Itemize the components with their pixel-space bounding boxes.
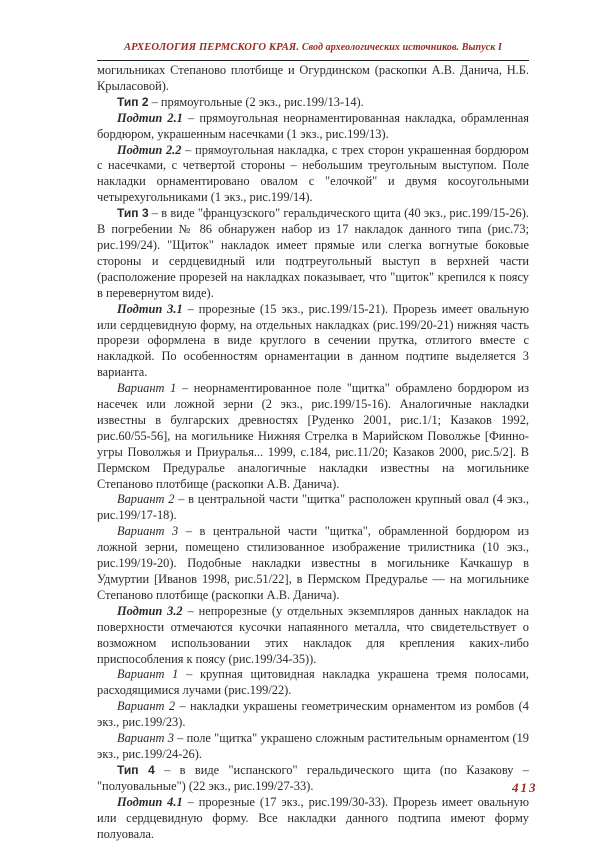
paragraph-text: – накладки украшены геометрическим орнаментом из ромбов (4 экз., рис.199/23). [97,699,529,730]
paragraph [97,604,529,668]
paragraph-text: – крупная щитовидная накладка украшена тремя полосами, расходящимися лучами (рис.199/22). [97,667,529,698]
paragraph-text: – неорнаментированное поле "щитка" обрамлено бордюром из насечек или ложной зерни (2 экз., рис.199/15-16). Аналогичные накладки известны в булгарских древностях [Руденко 2001, рис.1/1; Казаков 1992, рис.60/55-56], на могильнике Нижняя Стрелка в Марийском Поволжье [Финно-угры Поволжья и Приуралья... 1999, с.184, рис.11/20; Казаков 2000, рис.5/2]. В Пермском Предуралье аналогичные накладки известны на могильнике Степаново плотбище (раскопки А.В. Данича). [97,381,529,491]
paragraph-text: – прямоугольные (2 экз., рис.199/13-14). [148,94,364,109]
paragraph [97,731,529,763]
paragraph-lead: Вариант 3 [117,524,179,539]
paragraph [97,95,529,111]
paragraph-lead: Тип 4 [117,762,155,777]
paragraph [97,206,529,301]
paragraph [97,795,529,843]
paragraph-lead: Подтип 3.1 [117,301,183,316]
paragraph-text: – в центральной части "щитка", обрамленной бордюром из ложной зерни, помещено стилизованное изображение трилистника (10 экз., рис.199/19-20). Подобные накладки известны в могильнике Качкашур в Удмуртии [Иванов 1998, рис.51/22], в Пермском Предуралье — на могильнике Степаново плотбище (раскопки А.В. Данича). [97,524,529,602]
paragraph-lead: Вариант 1 [117,667,179,682]
paragraph-lead: Вариант 1 [117,381,177,396]
paragraph-lead: Вариант 2 [117,699,176,714]
paragraph-text: – в центральной части "щитка" расположен крупный овал (4 экз., рис.199/17-18). [97,492,529,523]
paragraph-lead: Подтип 3.2 [117,603,183,618]
paragraph-lead: Тип 3 [117,206,149,221]
paragraph-lead: Подтип 2.2 [117,142,182,157]
header-divider [97,60,529,61]
running-header-subtitle: Свод археологических источников. Выпуск I [301,42,503,53]
paragraph-lead: Вариант 3 [117,731,174,746]
paragraph-text: – в виде "испанского" геральдического щита (по Казакову – "полуовальные") (22 экз., рис.199/27-33). [97,762,529,793]
paragraph [97,492,529,524]
paragraph-text: – в виде "французского" геральдического щита (40 экз., рис.199/15-26). В погребении № 86 обнаружен набор из 17 накладок данного типа (рис.73; рис.199/24). "Щиток" накладок имеет прямые или слегка вогнутые боковые стороны и сердцевидный или подтреугольный выступ в верхней части (расположение прорезей на накладках показывает, что "щиток" крепился к поясу в перевернутом виде). [97,206,529,300]
paragraph-lead: Тип 2 [117,94,149,109]
paragraph-lead: Вариант 2 [117,492,175,507]
paragraph-text: – прямоугольная накладка, с трех сторон украшенная бордюром с насечками, с четвертой стороны – небольшим треугольным выступом. Поле накладки орнаментировано овалом с "елочкой" и двумя косоугольными четырехугольниками (1 экз., рис.199/14). [97,142,529,205]
running-header-title: АРХЕОЛОГИЯ ПЕРМСКОГО КРАЯ. [123,42,300,53]
paragraph [97,111,529,143]
paragraph [97,302,529,382]
paragraph-text: – поле "щитка" украшено сложным растительным орнаментом (19 экз., рис.199/24-26). [97,731,529,761]
paragraph [97,524,529,604]
paragraph-text: могильниках Степаново плотбище и Огурдинском (раскопки А.В. Данича, Н.Б. Крыласовой). [97,63,529,93]
paragraph-text: – прорезные (17 экз., рис.199/30-33). Прорезь имеет овальную или сердцевидную форму. Все накладки данного подтипа имеют форму полуовала. [97,794,529,841]
paragraph [97,699,529,731]
paragraph-text: – прорезные (15 экз., рис.199/15-21). Прорезь имеет овальную или сердцевидную форму, на отдельных накладках (рис.199/20-21) нижняя часть прорези оформлена в виде круглого в сечении прутка, отлитого вместе с накладкой. По особенностям орнаментации в данном подтипе выделяется 3 варианта. [97,301,529,380]
paragraph [97,143,529,207]
paragraph [97,381,529,492]
paragraph [97,667,529,699]
paragraph-lead: Подтип 2.1 [117,110,183,125]
paragraph-lead: Подтип 4.1 [117,794,183,809]
paragraph-text: – прямоугольная неорнаментированная накладка, обрамленная бордюром, украшенным насечками (1 экз., рис.199/13). [97,110,529,141]
page-number: 413 [512,780,538,795]
paragraph-text: – непрорезные (у отдельных экземпляров данных накладок на поверхности отмечаются кусочки напаянного металла, что свидетельствует о возможном использовании этих накладок для крепления каких-либо приспособления к поясу (рис.199/34-35)). [97,603,529,666]
page-body [97,63,529,842]
running-header [97,42,529,53]
paragraph [97,763,529,795]
paragraph [97,63,529,95]
